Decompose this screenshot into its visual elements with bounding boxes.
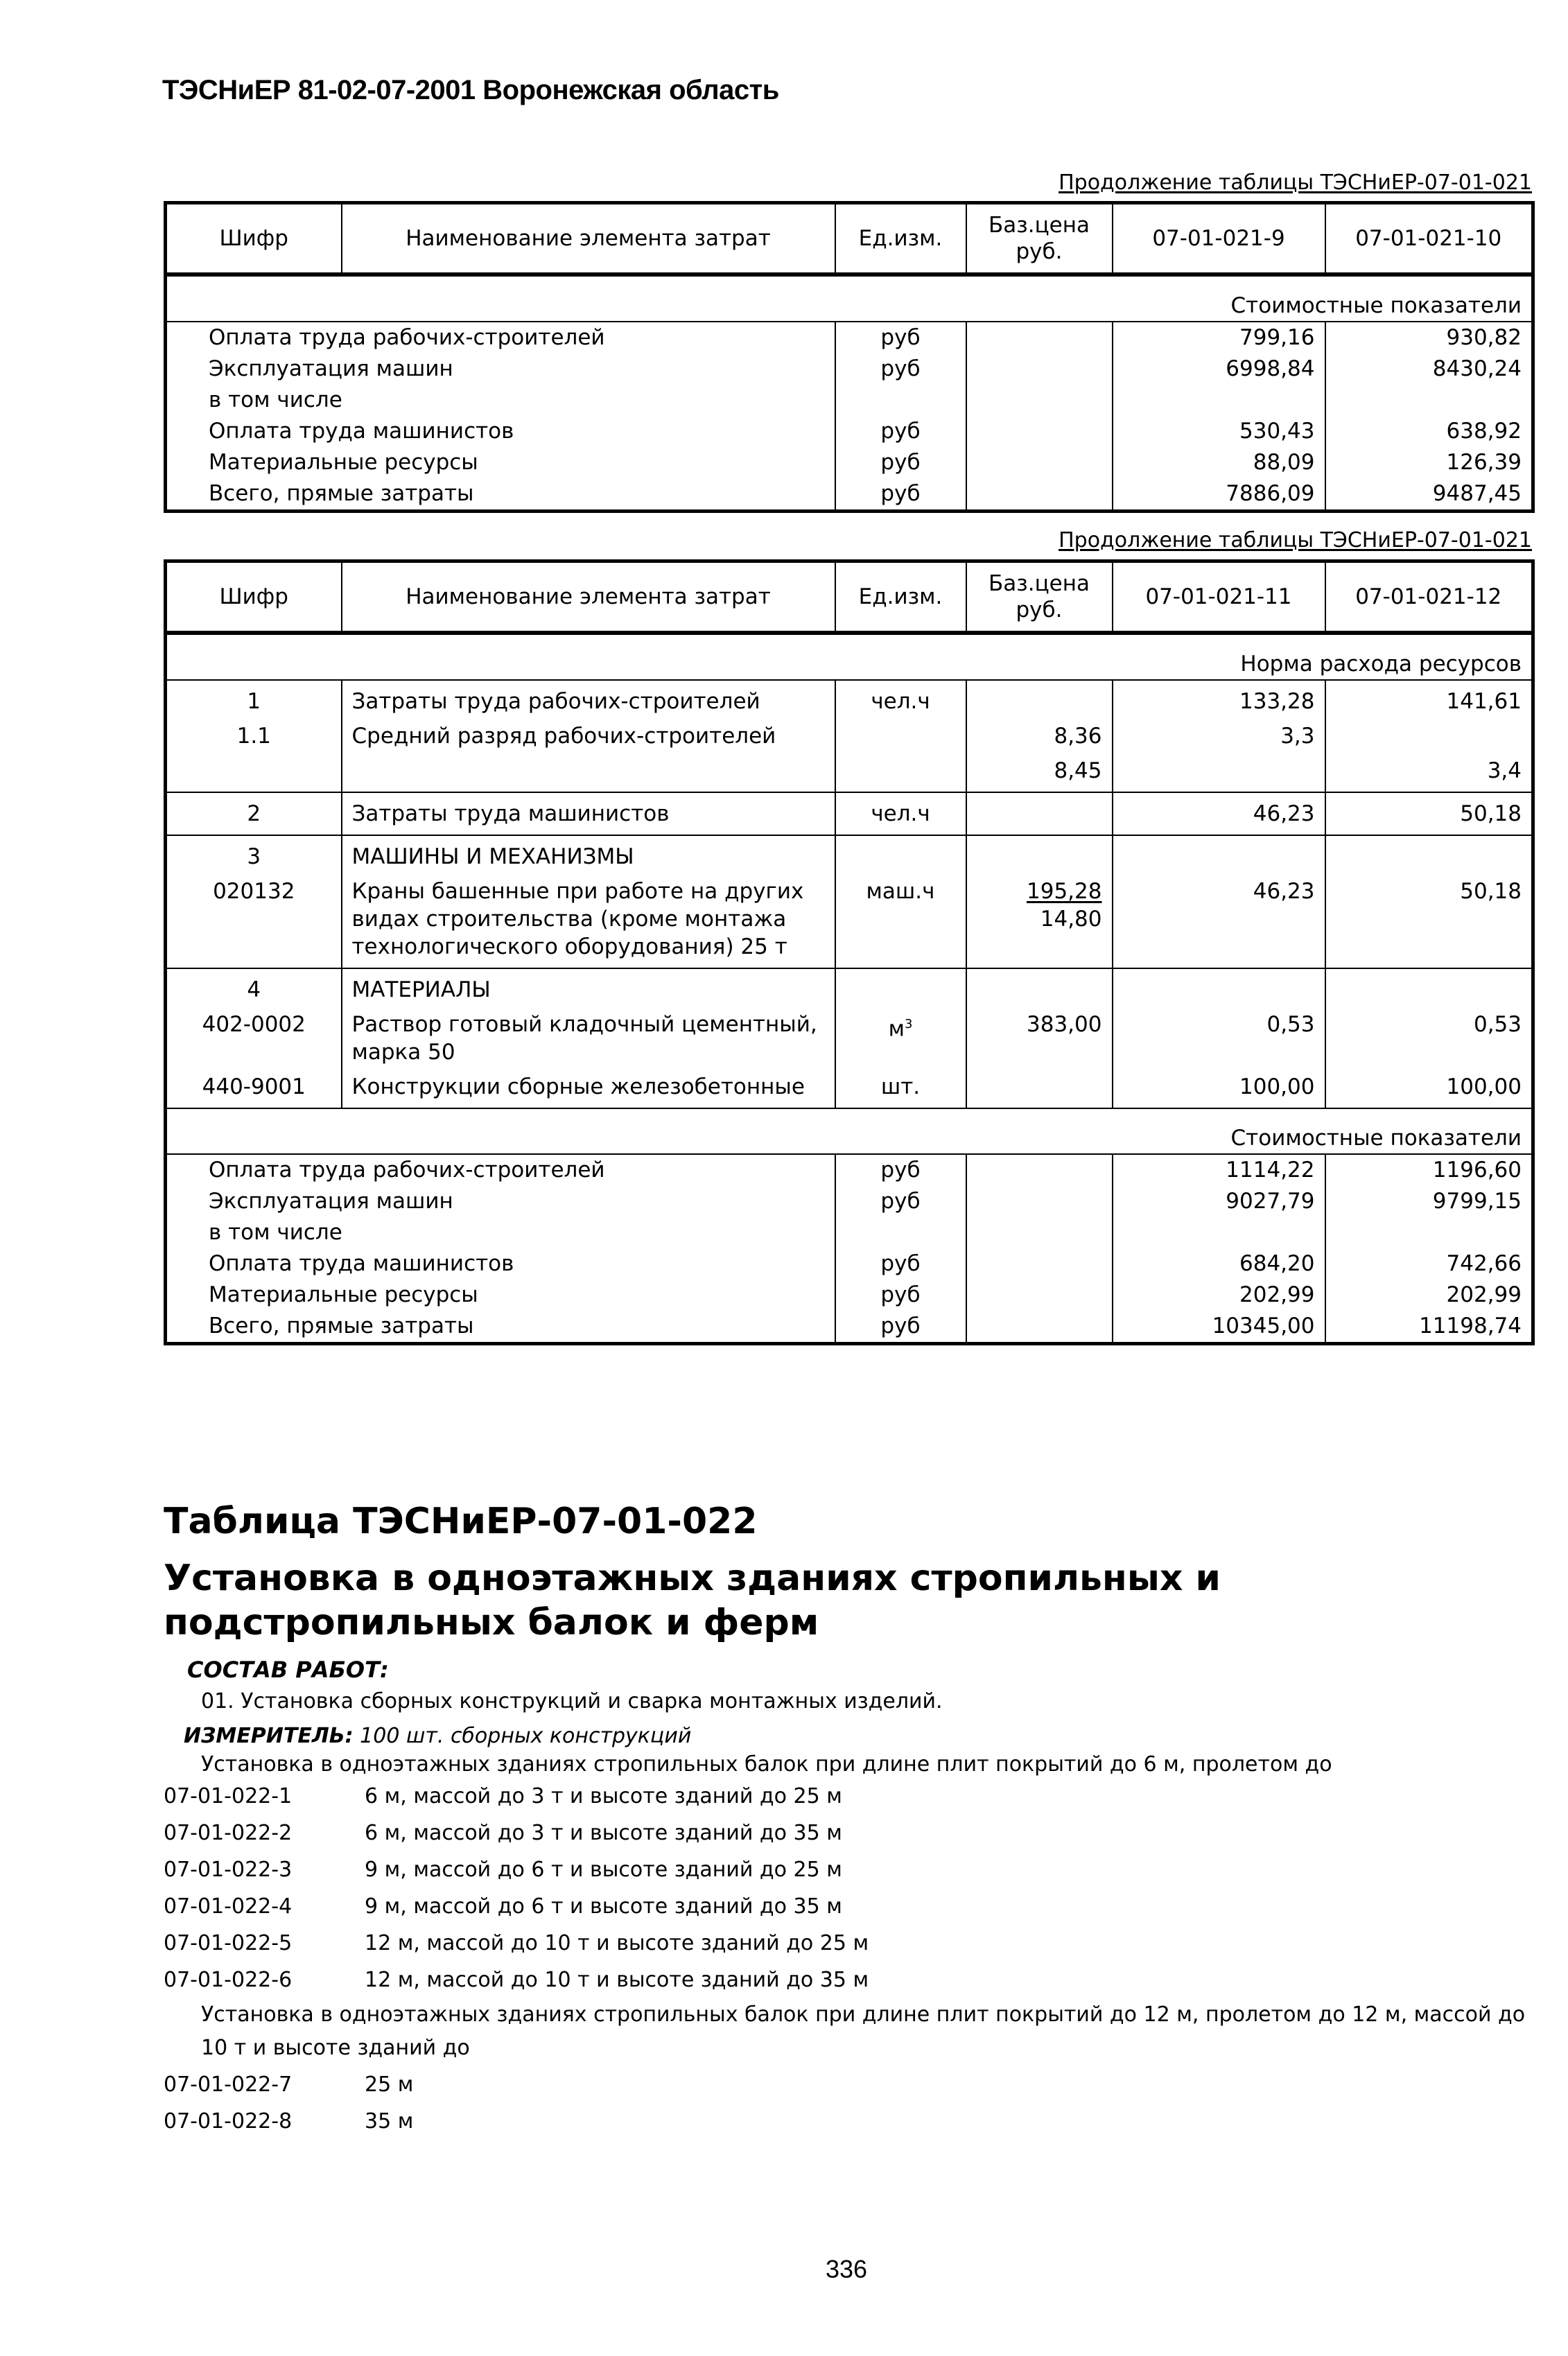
table-row: 1.1 Средний разряд рабочих-строителей 8,36 3,3 [166,715,1533,750]
column-header-code: Шифр [219,226,288,251]
section-label: Норма расхода ресурсов [166,633,1533,680]
column-header-price: Баз.цена руб. [966,203,1113,275]
column-header-code-10: 07-01-021-10 [1325,203,1533,275]
table-row: 3 МАШИНЫ И МЕХАНИЗМЫ [166,835,1533,871]
norm-code: 07-01-022-3 [164,1858,293,1882]
section-row-resource-norms [166,633,1533,680]
norm-description: 12 м, массой до 10 т и высоте зданий до 25 м [365,1931,869,1955]
column-header-name: Наименование элемента затрат [342,561,835,634]
table-row: 1 Затраты труда рабочих-строителей чел.ч 133,28 141,61 [166,680,1533,715]
norm-code: 07-01-022-6 [164,1968,293,1992]
norm-code: 07-01-022-8 [164,2109,293,2134]
table-row: в том числе [166,1217,1533,1248]
column-header-code: Шифр [219,584,288,609]
column-header-name: Наименование элемента затрат [342,203,835,275]
norm-code: 07-01-022-2 [164,1821,293,1845]
norm-list-item [164,1894,842,1919]
table-row: Оплата труда машинистов руб 684,20 742,66 [166,1248,1533,1280]
section-label: Стоимостные показатели [166,1108,1533,1154]
table-row: 4 МАТЕРИАЛЫ [166,968,1533,1004]
table-row: 8,45 3,4 [166,750,1533,792]
table-row: Материальные ресурсы руб 202,99 202,99 [166,1280,1533,1311]
norm-list-item [164,2109,413,2134]
norm-list-item [164,1858,842,1882]
table-header-row [166,561,1533,634]
section-subtitle: Установка в одноэтажных зданиях стропильных и подстропильных балок и ферм [164,1557,1221,1643]
table-row: 440-9001 Конструкции сборные железобетонные шт. 100,00 100,00 [166,1066,1533,1108]
measurement-unit [184,1724,691,1748]
table-row: Оплата труда машинистов руб 530,43 638,92 [166,416,1533,447]
norm-description: 35 м [365,2109,414,2134]
document-header-title: ТЭСНиЕР 81-02-07-2001 Воронежская область [162,75,779,105]
section-row-cost-indicators [166,274,1533,322]
table-row: в том числе [166,385,1533,416]
measurement-unit-label: ИЗМЕРИТЕЛЬ: [184,1724,354,1748]
norm-code: 07-01-022-5 [164,1931,293,1955]
norm-code: 07-01-022-7 [164,2073,293,2097]
table-row: 402-0002 Раствор готовый кладочный цементный, марка 50 $м^3$ 383,00 0,53 0,53 [166,1004,1533,1066]
measurement-unit-value: 100 шт. сборных конструкций [353,1724,692,1748]
column-header-code-9: 07-01-021-9 [1113,203,1325,275]
table-continuation-caption: Продолжение таблицы ТЭСНиЕР-07-01-021 [1059,528,1532,552]
column-header-unit: Ед.изм. [835,561,966,634]
section-table-title: Таблица ТЭСНиЕР-07-01-022 [164,1501,758,1542]
norm-list-item [164,2073,413,2097]
table-row: Оплата труда рабочих-строителей руб 1114,22 1196,60 [166,1154,1533,1186]
norm-list-item [164,1821,842,1845]
norm-description: 25 м [365,2073,414,2097]
page-number: 336 [826,2255,868,2283]
table-row: 2 Затраты труда машинистов чел.ч 46,23 50,18 [166,792,1533,835]
table-row: 020132 Краны башенные при работе на других видах строительства (кроме монтажа технологического оборудования) 25 т маш.ч 195,28 14,80 46,23 50,18 [166,871,1533,968]
norm-description: 6 м, массой до 3 т и высоте зданий до 35 м [365,1821,842,1845]
table-row: Эксплуатация машин руб 9027,79 9799,15 [166,1186,1533,1217]
group-intro-text: Установка в одноэтажных зданиях стропильных балок при длине плит покрытий до 12 м, пролетом до 12 м, массой до 10 т и высоте зданий до [201,2002,1526,2060]
resource-table-021-11-12 [164,559,1535,1345]
table-row: Всего, прямые затраты руб 10345,00 11198,74 [166,1311,1533,1344]
table-row: Эксплуатация машин руб 6998,84 8430,24 [166,354,1533,385]
norm-code: 07-01-022-1 [164,1784,293,1808]
column-header-unit: Ед.изм. [835,203,966,275]
column-header-code-11: 07-01-021-11 [1113,561,1325,634]
table-row: Оплата труда рабочих-строителей руб 799,16 930,82 [166,322,1533,354]
norm-list-item [164,1784,842,1808]
norm-list-item [164,1931,869,1955]
norm-description: 9 м, массой до 6 т и высоте зданий до 35 м [365,1894,842,1919]
machinist-rate: 14,80 [1040,907,1102,932]
work-composition-label: СОСТАВ РАБОТ: [187,1657,389,1683]
section-row-cost-indicators [166,1108,1533,1154]
resource-table-021-9-10 [164,201,1535,513]
table-header-row [166,203,1533,275]
work-composition-item: 01. Установка сборных конструкций и сварка монтажных изделий. [201,1689,943,1713]
norm-list-item [164,1968,869,1992]
table-row: Всего, прямые затраты руб 7886,09 9487,45 [166,478,1533,512]
table-row: Материальные ресурсы руб 88,09 126,39 [166,447,1533,478]
machine-price: 195,28 [1027,879,1102,904]
norm-description: 6 м, массой до 3 т и высоте зданий до 25 м [365,1784,842,1808]
column-header-code-12: 07-01-021-12 [1325,561,1533,634]
column-header-price: Баз.цена руб. [966,561,1113,634]
table-continuation-caption: Продолжение таблицы ТЭСНиЕР-07-01-021 [1059,171,1532,195]
section-label: Стоимостные показатели [166,274,1533,322]
norm-code: 07-01-022-4 [164,1894,293,1919]
norm-description: 12 м, массой до 10 т и высоте зданий до 35 м [365,1968,869,1992]
norm-description: 9 м, массой до 6 т и высоте зданий до 25 м [365,1858,842,1882]
group-intro-text: Установка в одноэтажных зданиях стропильных балок при длине плит покрытий до 6 м, пролетом до [201,1752,1332,1777]
